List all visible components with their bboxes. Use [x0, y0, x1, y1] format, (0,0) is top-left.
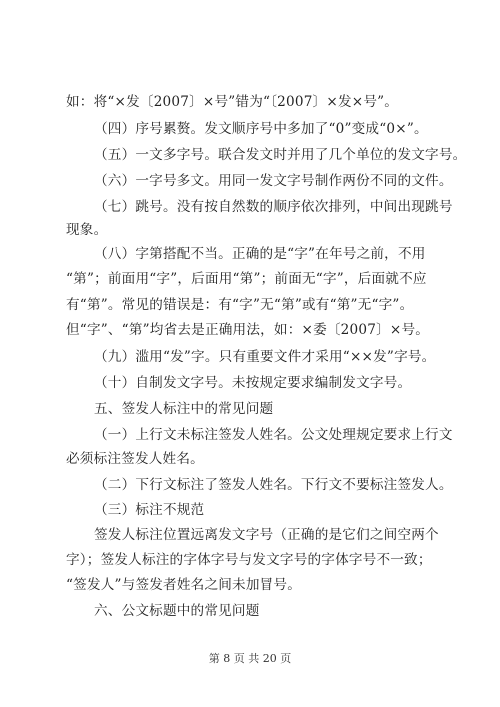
- text-line-7: （八）字第搭配不当。正确的是“字”在年号之前，不用: [94, 246, 426, 262]
- text-line-20: “签发人”与签发者姓名之间未加冒号。: [66, 577, 301, 593]
- text-line-6: 现象。: [66, 222, 108, 238]
- text-line-16: （二）下行文标注了签发人姓名。下行文不要标注签发人。: [94, 477, 453, 493]
- text-line-2: （四）序号累赘。发文顺序号中多加了“0”变成“0×”。: [94, 121, 428, 137]
- text-line-1: 如：将“×发〔2007〕×号”错为“〔2007〕×发×号”。: [66, 94, 399, 110]
- text-line-4: （六）一字号多文。用同一发文字号制作两份不同的文件。: [94, 173, 453, 189]
- text-line-8: “第”；前面用“字”，后面用“第”；前面无“字”，后面就不应: [66, 271, 427, 287]
- text-line-19: 字）；签发人标注的字体字号与发文字号的字体字号不一致；: [66, 552, 432, 568]
- section-heading-5: 五、签发人标注中的常见问题: [94, 401, 274, 417]
- text-line-18: 签发人标注位置远离发文字号（正确的是它们之间空两个: [94, 527, 439, 543]
- section-heading-6: 六、公文标题中的常见问题: [94, 603, 260, 619]
- text-line-5: （七）跳号。没有按自然数的顺序依次排列，中间出现跳号: [94, 199, 453, 215]
- text-line-10: 但“字”、“第”均省去是正确用法，如：×委〔2007〕×号。: [66, 322, 430, 338]
- page-number-footer: 第 8 页 共 20 页: [208, 652, 292, 665]
- text-line-14: （一）上行文未标注签发人姓名。公文处理规定要求上行文: [94, 427, 453, 443]
- text-line-3: （五）一文多字号。联合发文时并用了几个单位的发文字号。: [94, 147, 467, 163]
- text-line-17: （三）标注不规范: [94, 502, 205, 518]
- text-line-15: 必须标注签发人姓名。: [66, 451, 204, 467]
- text-line-12: （十）自制发文字号。未按规定要求编制发文字号。: [94, 375, 412, 391]
- text-line-9: 有“第”。常见的错误是：有“字”无“第”或有“第”无“字”。: [66, 297, 414, 313]
- text-line-11: （九）滥用“发”字。只有重要文件才采用“××发”字号。: [94, 349, 436, 365]
